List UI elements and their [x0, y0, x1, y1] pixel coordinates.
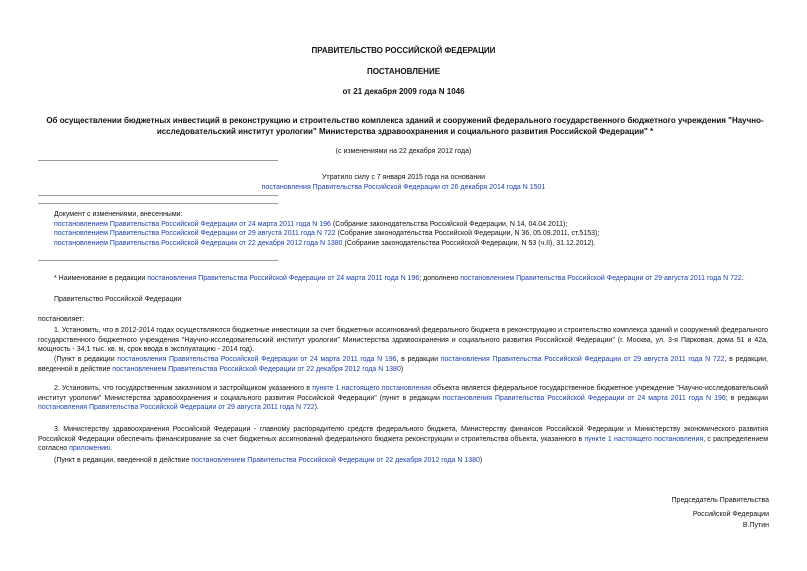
signature-title: Председатель Правительства	[671, 497, 769, 504]
document-date-number: от 21 декабря 2009 года N 1046	[342, 87, 465, 96]
paragraph-3-note: (Пункт в редакции, введенной в действие постановлением Правительства Российской Федерации от 22 декабря 2012 года N 1380)	[54, 457, 483, 464]
p1-link-2[interactable]: постановления Правительства Российской Федерации от 29 августа 2011 года N 722	[440, 356, 725, 363]
government-heading: ПРАВИТЕЛЬСТВО РОССИЙСКОЙ ФЕДЕРАЦИИ	[311, 46, 496, 55]
changes-heading: Документ с изменениями, внесенными:	[54, 211, 183, 218]
divider	[38, 195, 278, 196]
document-title: Об осуществлении бюджетных инвестиций в реконструкцию и строительство комплекса зданий и сооружений федерального государственного бюджетного учреждения "Научно-исследовательский институт урологии" Министерства здравоохранения и социального развития Российской Федерации" *	[46, 116, 764, 136]
lost-force-link[interactable]: постановления Правительства Российской Федерации от 26 декабря 2014 года N 1501	[261, 183, 546, 191]
p3-link-1[interactable]: пункте 1 настоящего постановления	[584, 435, 704, 443]
change-link-3[interactable]: постановлением Правительства Российской Федерации от 22 декабря 2012 года N 1380	[54, 239, 343, 247]
p2-link-2[interactable]: постановления Правительства Российской Федерации от 24 марта 2011 года N 196	[442, 394, 726, 402]
signature-name: В.Путин	[742, 522, 769, 529]
divider	[38, 160, 278, 161]
paragraph-1: 1. Установить, что в 2012-2014 годах осуществляются бюджетные инвестиции за счет бюджетных ассигнований федерального бюджета в реконструкцию и строительство комплекса зданий и сооружений федерального государственного бюджетного учреждения "Научно-исследовательский институт урологии" Министерства здравоохранения и социального развития Российской Федерации" (г. Москва, ул. 3-я Парковая, дома 51 и 42а, мощность - 34,1 тыс. кв. м, срок ввода в эксплуатацию - 2014 год).	[38, 327, 768, 353]
p2-link-1[interactable]: пункте 1 настоящего постановления	[312, 385, 431, 392]
lost-force-text: Утратило силу с 7 января 2015 года на основании	[321, 174, 486, 181]
p2-link-3[interactable]: постановления Правительства Российской Федерации от 29 августа 2011 года N 722	[38, 404, 315, 411]
p1-link-3[interactable]: постановлением Правительства Российской Федерации от 22 декабря 2012 года N 1380	[112, 365, 401, 373]
divider	[38, 203, 278, 204]
change-link-2[interactable]: постановлением Правительства Российской Федерации от 29 августа 2011 года N 722	[54, 230, 336, 237]
amendments-note: (с изменениями на 22 декабря 2012 года)	[335, 148, 472, 155]
footnote-link-2[interactable]: постановлением Правительства Российской Федерации от 29 августа 2011 года N 722	[460, 275, 742, 282]
footnote-link-1[interactable]: постановления Правительства Российской Федерации от 24 марта 2011 года N 196	[147, 275, 420, 282]
p3-link-2[interactable]: приложению	[69, 445, 111, 452]
signature-org: Российской Федерации	[692, 510, 769, 518]
list-item: постановлением Правительства Российской Федерации от 29 августа 2011 года N 722 (Собрание законодательства Российской Федерации, N 36, 05.09.2011, ст.5153);	[54, 230, 600, 237]
decrees-line: постановляет:	[38, 316, 85, 323]
paragraph-3: 3. Министерству здравоохранения Российской Федерации - главному распорядителю средств федерального бюджета, Министерству финансов Российской Федерации и Министерству экономического развития Российской Федерации обеспечить финансирование за счет бюджетных ассигнований федерального бюджета реконструкции и строительства объекта, указанного в пункте 1 настоящего постановления, с распределением согласно приложению.	[38, 426, 769, 452]
government-line: Правительство Российской Федерации	[54, 296, 182, 303]
title-footnote: * Наименование в редакции постановления Правительства Российской Федерации от 24 марта 2011 года N 196; дополнено постановлением Правительства Российской Федерации от 29 августа 2011 года N 722.	[54, 275, 744, 282]
lost-force-notice	[0, 173, 807, 192]
changes-list	[54, 210, 774, 248]
p1-link-1[interactable]: постановления Правительства Российской Федерации от 24 марта 2011 года N 196	[117, 356, 397, 363]
divider	[38, 260, 278, 261]
change-link-1[interactable]: постановлением Правительства Российской Федерации от 24 марта 2011 года N 196	[54, 220, 331, 228]
document-type-heading: ПОСТАНОВЛЕНИЕ	[366, 67, 441, 76]
list-item: постановлением Правительства Российской Федерации от 24 марта 2011 года N 196 (Собрание законодательства Российской Федерации, N 14, 04.04.2011);	[54, 220, 568, 228]
p3-note-link[interactable]: постановлением Правительства Российской Федерации от 22 декабря 2012 года N 1380	[191, 457, 480, 464]
list-item: постановлением Правительства Российской Федерации от 22 декабря 2012 года N 1380 (Собрание законодательства Российской Федерации, N 53 (ч.II), 31.12.2012).	[54, 239, 596, 247]
paragraph-2: 2. Установить, что государственным заказчиком и застройщиком указанного в пункте 1 настоящего постановления объекта является федеральное государственное бюджетное учреждение "Научно-исследовательский институт урологии" Министерства здравоохранения и социального развития Российской Федерации" (пункт в редакции постановления Правительства Российской Федерации от 24 марта 2011 года N 196; в редакции постановления Правительства Российской Федерации от 29 августа 2011 года N 722).	[38, 385, 769, 411]
signature-block	[672, 496, 769, 531]
paragraph-1-note: (Пункт в редакции постановления Правительства Российской Федерации от 24 марта 2011 года N 196, в редакции постановления Правительства Российской Федерации от 29 августа 2011 года N 722, в редакции, введенной в действие постановлением Правительства Российской Федерации от 22 декабря 2012 года N 1380)	[38, 356, 768, 373]
